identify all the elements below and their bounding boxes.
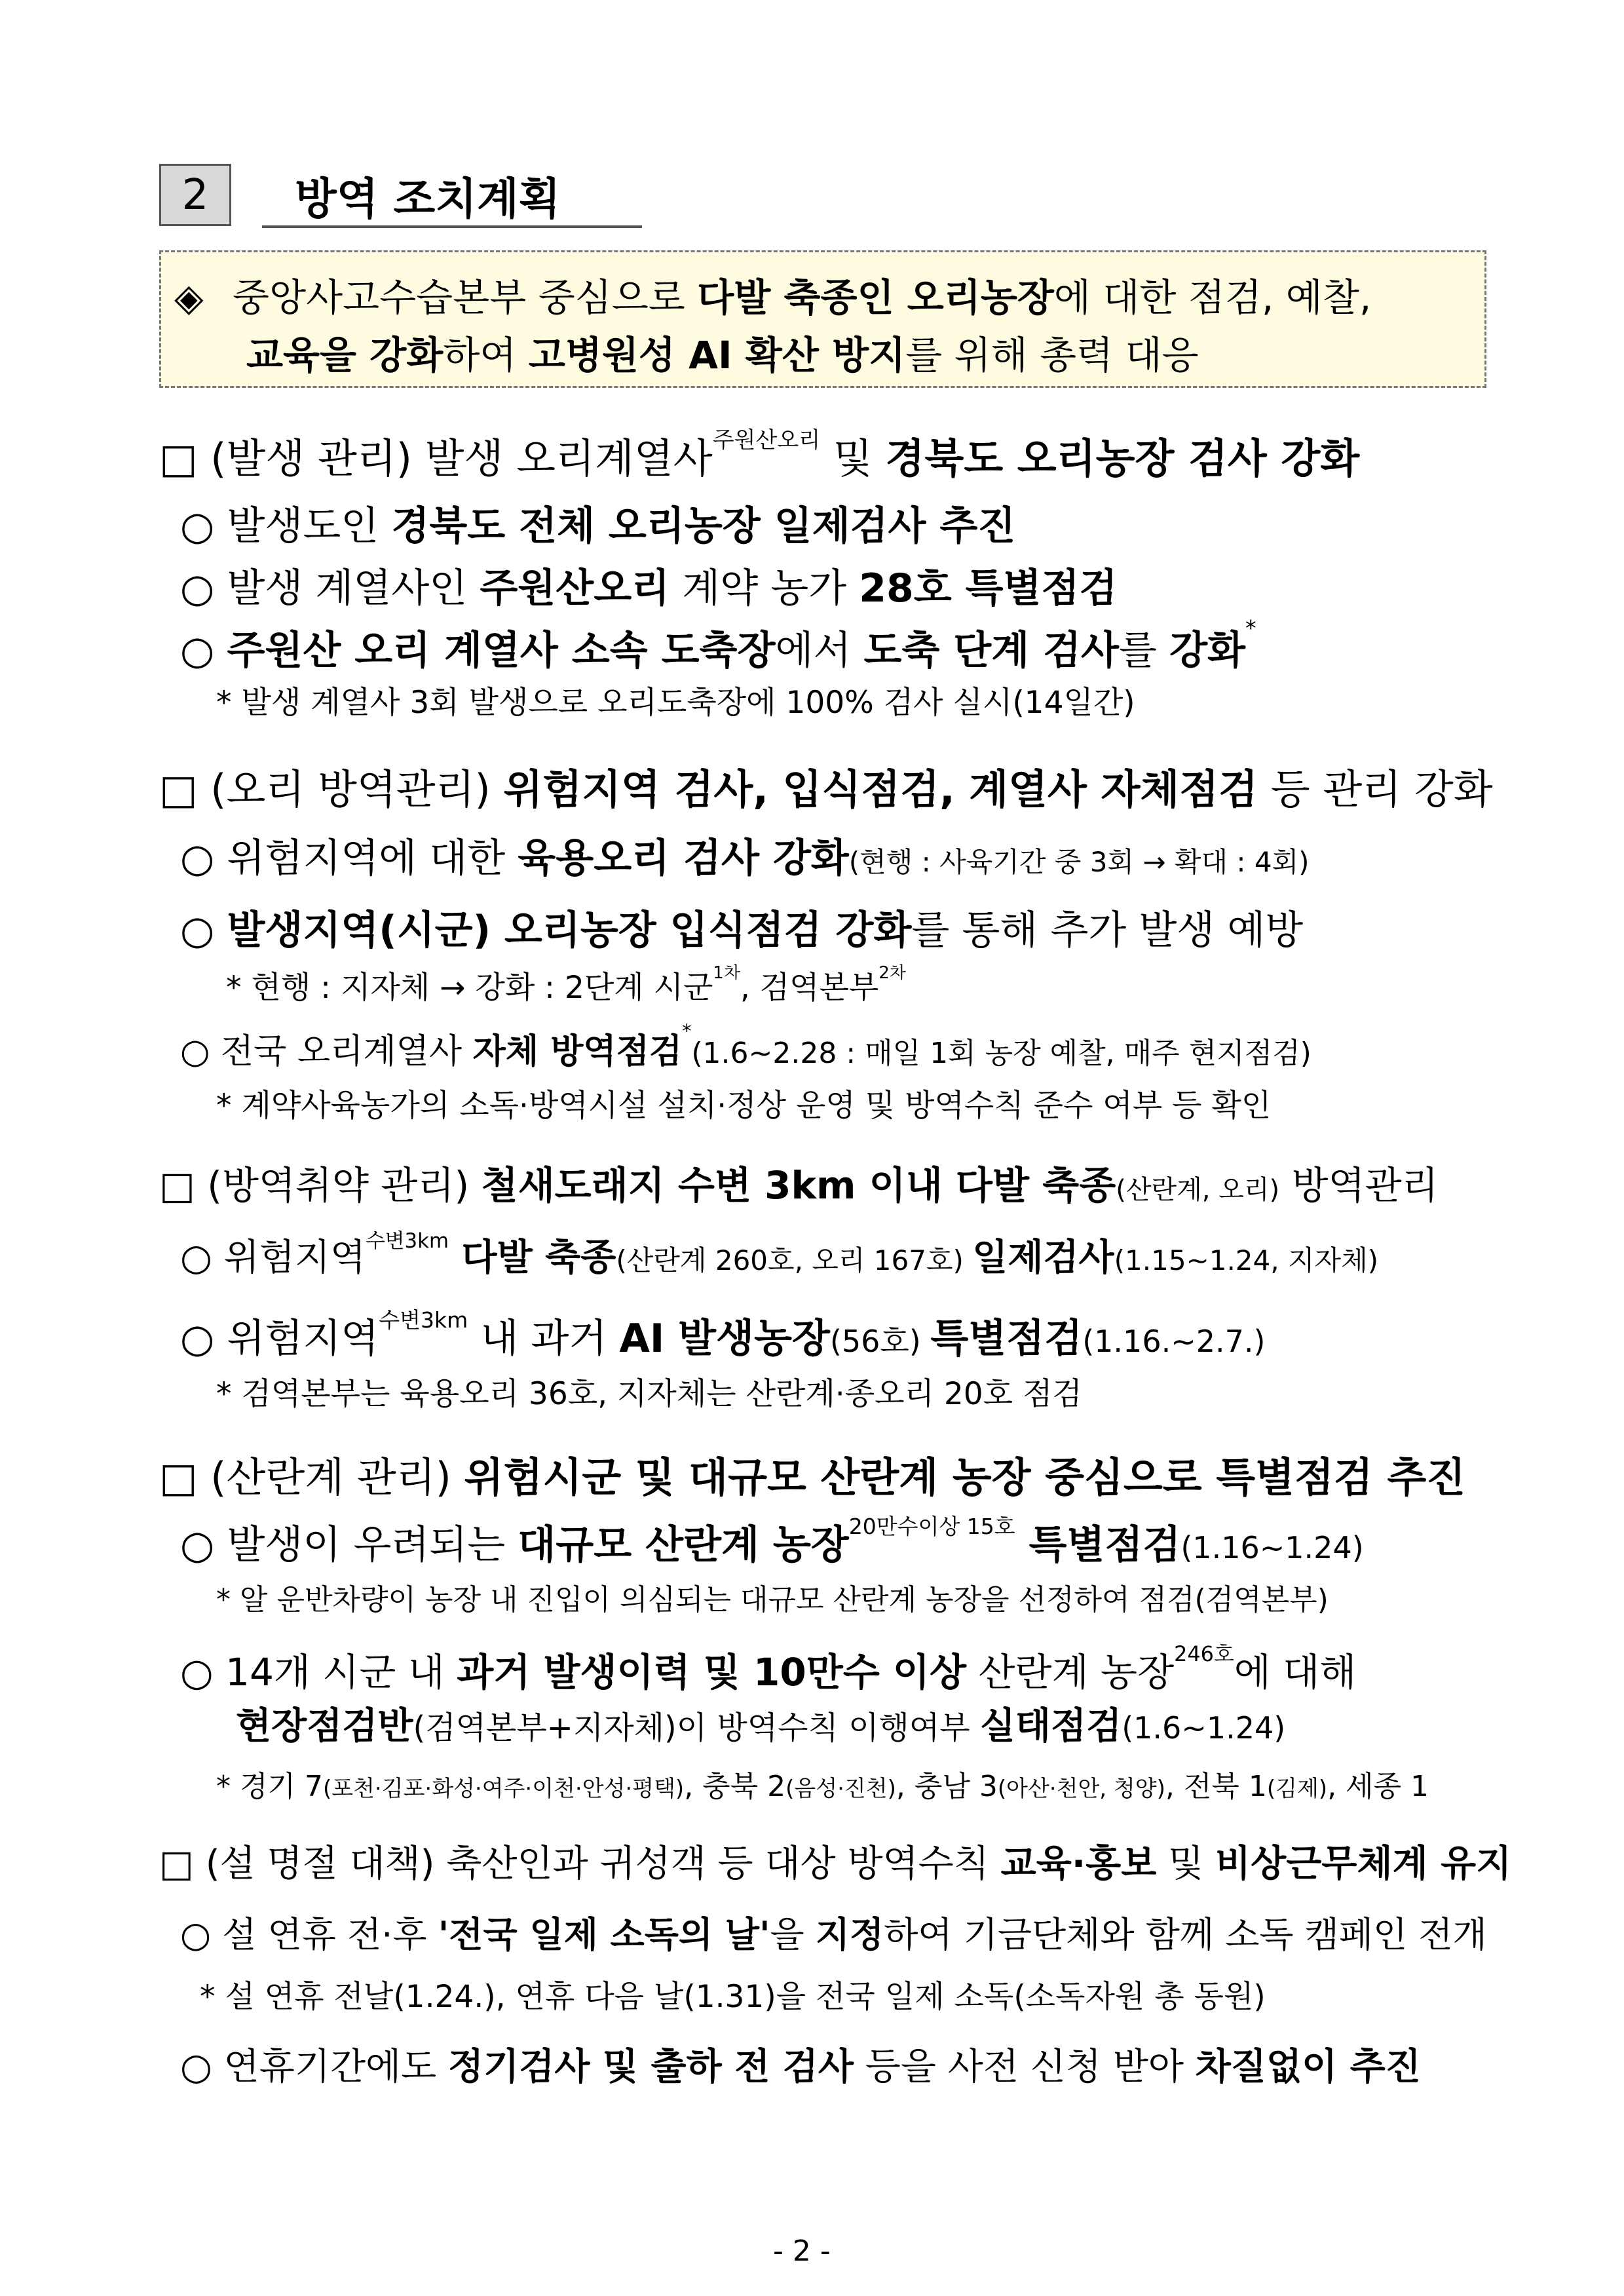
item-heading-vulnerable: □ (방역취약 관리) 철새도래지 수변 3km 이내 다발 축종(산란계, 오리) 방역관리	[159, 1163, 1439, 1208]
note-duck-2: * 계약사육농가의 소독·방역시설 설치·정상 운영 및 방역수칙 준수 여부 등 확인	[216, 1088, 1272, 1124]
bullet-holiday-2: ○ 연휴기간에도 정기검사 및 출하 전 검사 등을 사전 신청 받아 차질없이 추진	[180, 2046, 1421, 2088]
bullet-layer-2: ○ 14개 시군 내 과거 발생이력 및 10만수 이상 산란계 농장$^{246호}$에 대해	[180, 1641, 1357, 1694]
bullet-layer-1: ○ 발생이 우려되는 대규모 산란계 농장$^{20만수이상 15호}$ 특별점검(1.16∼1.24)	[180, 1514, 1364, 1568]
section-number: 2	[159, 164, 231, 226]
item-heading-holiday: □ (설 명절 대책) 축산인과 귀성객 등 대상 방역수칙 교육·홍보 및 비상근무체계 유지	[159, 1843, 1512, 1885]
note-holiday-1: * 설 연휴 전날(1.24.), 연휴 다음 날(1.31)을 전국 일제 소독(소독자원 총 동원)	[200, 1979, 1266, 2015]
bullet-duck-3: ○ 전국 오리계열사 자체 방역점검*(1.6∼2.28 : 매일 1회 농장 예찰, 매주 현지점검)	[180, 1020, 1312, 1071]
bullet-outbreak-2: ○ 발생 계열사인 주원산오리 계약 농가 28호 특별점검	[180, 565, 1118, 611]
summary-symbol: ◈	[174, 275, 204, 320]
page-number: - 2 -	[773, 2234, 831, 2268]
note-outbreak-1: * 발생 계열사 3회 발생으로 오리도축장에 100% 검사 실시(14일간)	[216, 685, 1135, 721]
item-heading-outbreak: □ (발생 관리) 발생 오리계열사$^{주원산오리}$ 및 경북도 오리농장 검사 강화	[159, 427, 1360, 482]
section-title: 방역 조치계획	[295, 174, 561, 224]
summary-line-2: 교육을 강화하여 고병원성 AI 확산 방지를 위해 총력 대응	[246, 333, 1199, 377]
bullet-vulnerable-2: ○ 위험지역$^{수변3km}$ 내 과거 AI 발생농장(56호) 특별점검(1.16.~2.7.)	[180, 1307, 1266, 1362]
bullet-vulnerable-1: ○ 위험지역$^{수변3km}$ 다발 축종(산란계 260호, 오리 167호) 일제검사(1.15∼1.24, 지자체)	[180, 1229, 1379, 1279]
section-title-underline	[262, 225, 642, 228]
summary-box	[159, 250, 1486, 388]
note-layer-1: * 알 운반차량이 농장 내 진입이 의심되는 대규모 산란계 농장을 선정하여 점검(검역본부)	[216, 1583, 1329, 1617]
note-duck-1: * 현행 : 지자체 → 강화 : 2단계 시군$^{1차}$, 검역본부$^{2차}$	[226, 963, 906, 1006]
bullet-outbreak-3: ○ 주원산 오리 계열사 소속 도축장에서 도축 단계 검사를 강화*	[180, 615, 1256, 674]
bullet-duck-2: ○ 발생지역(시군) 오리농장 입식점검 강화를 통해 추가 발생 예방	[180, 908, 1304, 953]
bullet-outbreak-1: ○ 발생도인 경북도 전체 오리농장 일제검사 추진	[180, 503, 1016, 549]
note-layer-2: * 경기 7(포천·김포·화성·여주·이천·안성·평택), 충북 2(음성·진천), 충남 3(아산·천안, 청양), 전북 1(김제), 세종 1	[216, 1770, 1429, 1803]
note-vulnerable-1: * 검역본부는 육용오리 36호, 지자체는 산란계·종오리 20호 점검	[216, 1376, 1082, 1412]
item-heading-duck-quarantine: □ (오리 방역관리) 위험지역 검사, 입식점검, 계열사 자체점검 등 관리 강화	[159, 765, 1493, 813]
summary-line-1: ◈ 중앙사고수습본부 중심으로 다발 축종인 오리농장에 대한 점검, 예찰,	[174, 275, 1372, 320]
bullet-layer-2-cont: 현장점검반(검역본부+지자체)이 방역수칙 이행여부 실태점검(1.6∼1.24)	[236, 1705, 1286, 1748]
item-heading-layer-hens: □ (산란계 관리) 위험시군 및 대규모 산란계 농장 중심으로 특별점검 추진	[159, 1453, 1466, 1501]
bullet-holiday-1: ○ 설 연휴 전·후 '전국 일제 소독의 날'을 지정하여 기금단체와 함께 소독 캠페인 전개	[180, 1914, 1487, 1955]
bullet-duck-1: ○ 위험지역에 대한 육용오리 검사 강화(현행 : 사육기간 중 3회 → 확대 : 4회)	[180, 835, 1310, 881]
